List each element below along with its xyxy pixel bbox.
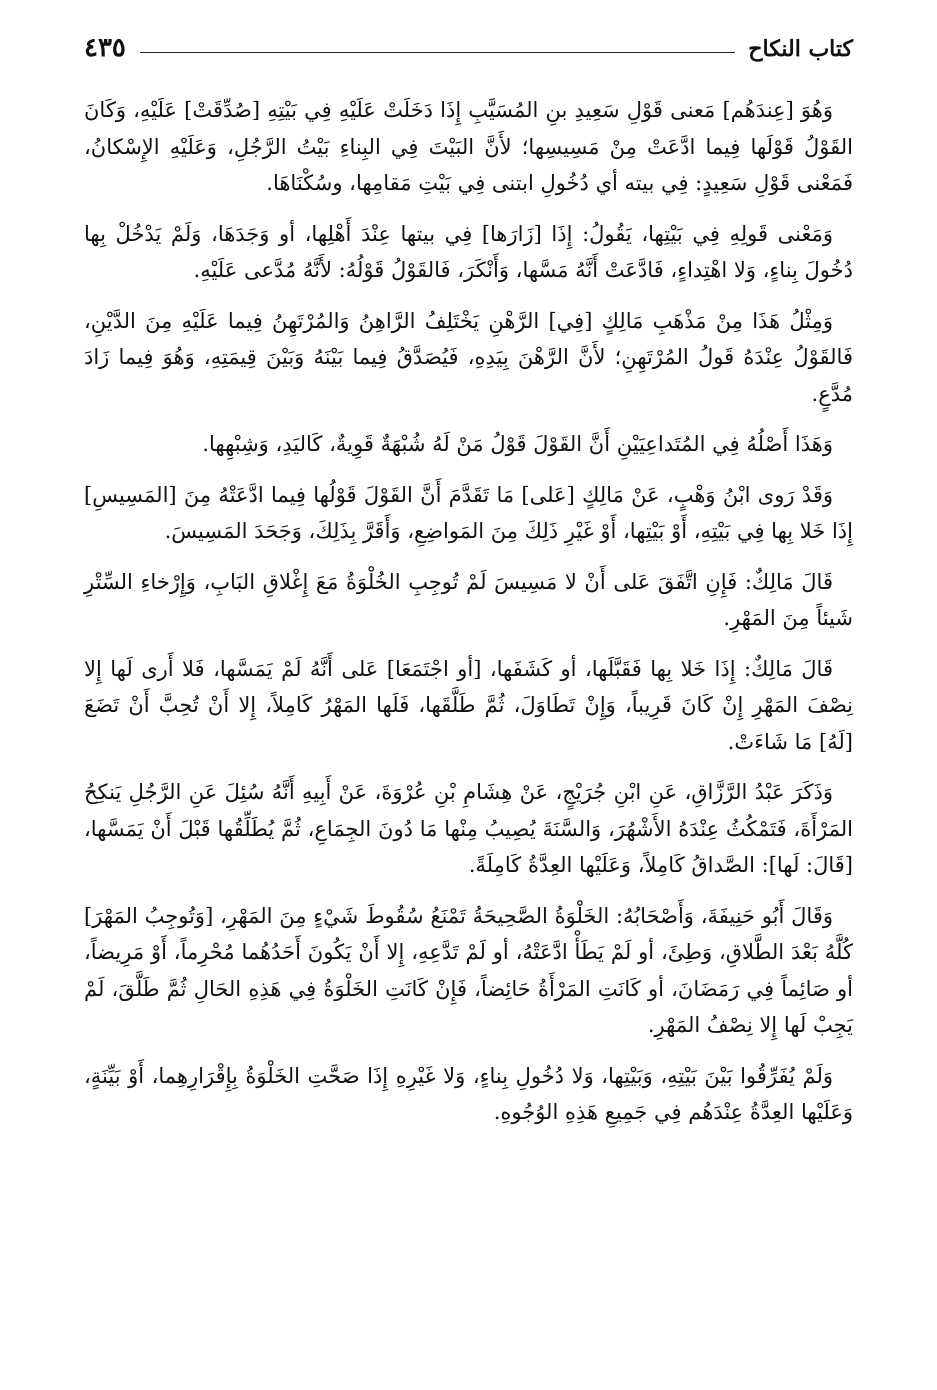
- paragraph: وَذَكَرَ عَبْدُ الرَّزَّاقِ، عَنِ ابْنِ جُرَيْجٍ، عَنْ هِشَامِ بْنِ عُرْوَةَ، عَنْ أَبِيهِ أَنَّهُ سُئِلَ عَنِ الرَّجُلِ يَنكِحُ المَرْأَةَ، فَتَمْكُثُ عِنْدَهُ الأَشْهُرَ، وَالسَّنَةَ يُصِيبُ مِنْها مَا دُونَ الجِمَاعِ، ثُمَّ يُطَلِّقُها قَبْلَ أَنْ يَمَسَّها، [قَالَ: لَها]: الصَّداقُ كَامِلاً، وَعَلَيْها العِدَّةُ كَامِلَةً.: [84, 780, 853, 877]
- paragraph: قَالَ مَالِكٌ: إِذَا خَلا بِها فَقَبَّلَها، أو كَشَفَها، [أو اجْتَمَعَا] عَلى أَنَّهُ لَمْ يَمَسَّها، فَلا أَرى لَها إِلا نِصْفَ المَهْرِ إِنْ كَانَ قَرِيباً، وَإِنْ تَطَاوَلَ، ثُمَّ طَلَّقَها، فَلَها المَهْرُ كَامِلاً، إِلا أَنْ تُحِبَّ أَنْ تَضَعَ [لَهُ] مَا شَاءَتْ.: [84, 656, 853, 754]
- page-body: [84, 92, 853, 1145]
- paragraph: وَمِثْلُ هَذَا مِنْ مَذْهَبِ مَالِكٍ [فِي] الرَّهْنِ يَخْتَلِفُ الرَّاهِنُ وَالمُرْتَهِنُ فِيما عَلَيْهِ مِنَ الدَّيْنِ، فَالقَوْلُ عِنْدَهُ قَولُ المُرْتَهِنِ؛ لأَنَّ الرَّهْنَ بِيَدِهِ، فَيُصَدَّقُ فِيما بَيْنَهُ وَبَيْنَ قِيمَتِهِ، وَهُوَ فِيما زَادَ مُدَّعٍ.: [84, 308, 853, 406]
- paragraph: وَقَدْ رَوى ابْنُ وَهْبٍ، عَنْ مَالِكٍ [عَلى] مَا تَقَدَّمَ أَنَّ القَوْلَ قَوْلُها فِيما ادَّعَتْهُ مِنَ [المَسِيسِ] إِذَا خَلا بِها فِي بَيْتِهِ، أَوْ بَيْتِها، أَوْ غَيْرِ ذَلِكَ مِنَ المَواضِعِ، وَأَقَرَّ بِذَلِكَ، وَجَحَدَ المَسِيسَ.: [84, 482, 853, 543]
- paragraph: وَمَعْنى قَولِهِ فِي بَيْتِها، يَقُولُ: إِذَا [زَارَها] فِي بيتها عِنْدَ أَهْلِها، أو وَجَدَهَا، وَلَمْ يَدْخُلْ بِها دُخُولَ بِناءٍ، وَلا اهْتِداءٍ، فَادَّعَتْ أَنَّهُ مَسَّها، وَأَنْكَرَ، فَالقَوْلُ قَوْلُهُ: لأَنَّهُ مُدَّعى عَلَيْهِ.: [84, 221, 853, 282]
- chapter-title: كتاب النكاح: [748, 36, 853, 62]
- paragraph: وَقَالَ أَبُو حَنِيفَةَ، وَأَصْحَابُهُ: الخَلْوَةُ الصَّحِيحَةُ تَمْنَعُ سُقُوطَ شَيْءٍ مِنَ المَهْرِ، [وَتُوجِبُ المَهْرَ] كُلَّهُ بَعْدَ الطَّلاقِ، وَطِئَ، أو لَمْ يَطَأْ ادَّعَتْهُ، أو لَمْ تَدَّعِهِ، إِلا أَنْ يَكُونَ أَحَدُهُما مُحْرِماً، أَوْ مَرِيضاً، أو صَائِماً فِي رَمَضَانَ، أو كَانَتِ المَرْأَةُ حَائِضاً، فَإِنْ كَانَتِ الخَلْوَةُ فِي هَذِهِ الحَالِ ثُمَّ طَلَّقَ، لَمْ يَجِبْ لَها إِلا نِصْفُ المَهْرِ.: [84, 903, 853, 1037]
- page-number: ٤٣٥: [84, 33, 126, 63]
- paragraph: قَالَ مَالِكٌ: فَإِنِ اتَّفَقَ عَلى أَنْ لا مَسِيسَ لَمْ تُوجِبِ الخُلْوَةُ مَعَ إِغْلاقِ البَابِ، وَإِرْخاءِ السِّتْرِ شَيئاً مِنَ المَهْرِ.: [84, 569, 853, 630]
- running-header: [84, 30, 853, 70]
- header-rule: [140, 52, 735, 53]
- paragraph: وَهَذَا أَصْلُهُ فِي المُتَداعِيَيْنِ أَنَّ القَوْلَ قَوْلُ مَنْ لَهُ شُبْهَةٌ قَوِيةٌ، كَاليَدِ، وَشِبْهِها.: [202, 432, 833, 456]
- paragraph: وَلَمْ يُفَرِّقُوا بَيْنَ بَيْتِهِ، وَبَيْتِها، وَلا دُخُولِ بِناءٍ، وَلا غَيْرِهِ إِذَا صَحَّتِ الخَلْوَةُ بِإِقْرَارِهِما، أَوْ بَيِّنَةٍ، وَعَلَيْها العِدَّةُ عِنْدَهُم فِي جَمِيعِ هَذِهِ الوُجُوهِ.: [84, 1063, 853, 1124]
- paragraph: وَهُوَ [عِندَهُم] مَعنى قَوْلِ سَعِيدِ بنِ المُسَيَّبِ إِذَا دَخَلَتْ عَلَيْهِ فِي بَيْتِهِ [صُدِّقَتْ] عَلَيْهِ، وَكَانَ القَوْلُ قَوْلَها فِيما ادَّعَتْ مِنْ مَسِيسِها؛ لأَنَّ البَيْتَ فِي البِناءِ بَيْتُ الرَّجُلِ، وَعَلَيْهِ الإِسْكانُ، فَمَعْنى قَوْلِ سَعِيدٍ: فِي بيته أي دُخُولِ ابتنى فِي بَيْتِ مَقامِها، وسُكْنَاهَا.: [84, 98, 853, 195]
